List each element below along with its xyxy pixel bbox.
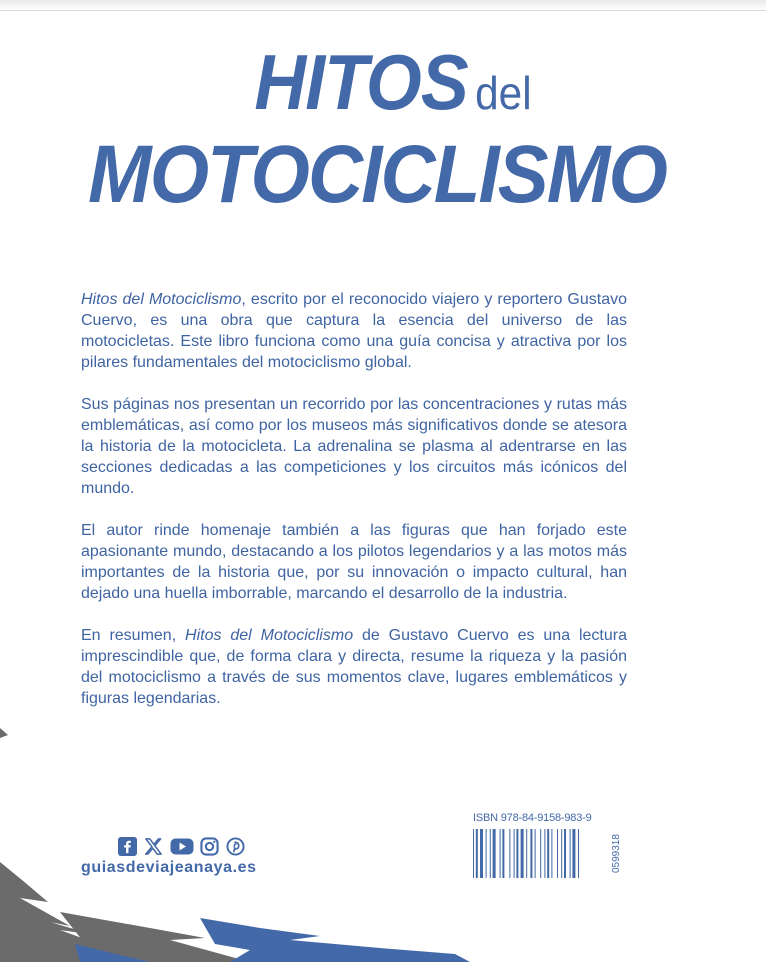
x-icon[interactable]	[144, 837, 164, 857]
barcode-bar	[490, 829, 491, 878]
barcode-bar	[530, 829, 532, 878]
barcode-bar	[486, 829, 487, 878]
title-hitos: HITOS	[254, 38, 468, 126]
barcode-bar	[509, 829, 510, 878]
title-del: del	[475, 67, 532, 119]
instagram-icon[interactable]	[200, 837, 220, 857]
book-title	[0, 38, 766, 220]
back-cover-description	[81, 289, 627, 730]
barcode-bar	[476, 829, 478, 878]
barcode-bar	[514, 829, 515, 878]
pinterest-icon[interactable]	[226, 837, 246, 857]
barcode	[473, 829, 613, 878]
title-line-2: MOTOCICLISMO	[88, 129, 666, 220]
barcode-bar	[551, 829, 552, 878]
paragraph-3: El autor rinde homenaje también a las figuras que han forjado este apasionante mundo, destacando a los pilotos legendarios y a las motos más importantes de la historia que, por su innovación o impacto cultural, han dejado una huella imborrable, marcando el desarrollo de la industria.	[81, 522, 627, 602]
barcode-bar	[473, 829, 474, 878]
barcode-bar	[570, 829, 571, 878]
paragraph-1	[81, 289, 627, 373]
barcode-bar	[493, 829, 496, 878]
book-title-italic: Hitos del Motociclismo	[185, 627, 354, 644]
barcode-bar	[535, 829, 536, 878]
book-title-italic: Hitos del Motociclismo	[81, 291, 242, 308]
barcode-bar	[547, 829, 549, 878]
barcode-number: 0599318	[611, 834, 622, 873]
title-line-1	[50, 38, 736, 133]
barcode-bar	[521, 829, 524, 878]
paragraph-4-start: En resumen,	[81, 627, 186, 644]
paragraph-1-text: , escrito por el reconocido viajero y reportero Gustavo Cuervo, es una obra que captura la esencia del universo de las motocicletas. Este libro funciona como una guía concisa y atractiva por los pilares fundamentales del motociclismo global.	[81, 291, 628, 371]
paragraph-4	[81, 625, 627, 709]
isbn-text: ISBN 978-84-9158-983-9	[473, 812, 592, 824]
barcode-bar	[561, 829, 562, 878]
paragraph-4-text: de Gustavo Cuervo es una lectura imprescindible que, de forma clara y directa, resume la riqueza y la pasión del motociclismo a través de sus momentos clave, lugares emblemáticos y figuras legendarias.	[81, 627, 628, 707]
website-link[interactable]: guiasdeviajeanaya.es	[81, 859, 257, 876]
barcode-bar	[544, 829, 545, 878]
paragraph-2: Sus páginas nos presentan un recorrido por las concentraciones y rutas más emblemáticas, así como por los museos más significativos donde se atesora la historia de la motocicleta. La adrenalina se plasma al adentrarse en las secciones dedicadas a las competiciones y los circuitos más icónicos del mundo.	[81, 396, 627, 497]
barcode-bar	[516, 829, 518, 878]
barcode-bar	[526, 829, 527, 878]
facebook-icon[interactable]	[118, 837, 138, 857]
barcode-bar	[500, 829, 501, 878]
page-top-edge	[0, 0, 766, 11]
social-icons	[118, 836, 246, 858]
barcode-bar	[564, 829, 566, 878]
barcode-bar	[480, 829, 483, 878]
youtube-icon[interactable]	[170, 837, 194, 857]
barcode-bar	[502, 829, 504, 878]
barcode-bar	[557, 829, 558, 878]
barcode-bar	[540, 829, 541, 878]
barcode-bar	[572, 829, 575, 878]
barcode-bar	[578, 829, 579, 878]
